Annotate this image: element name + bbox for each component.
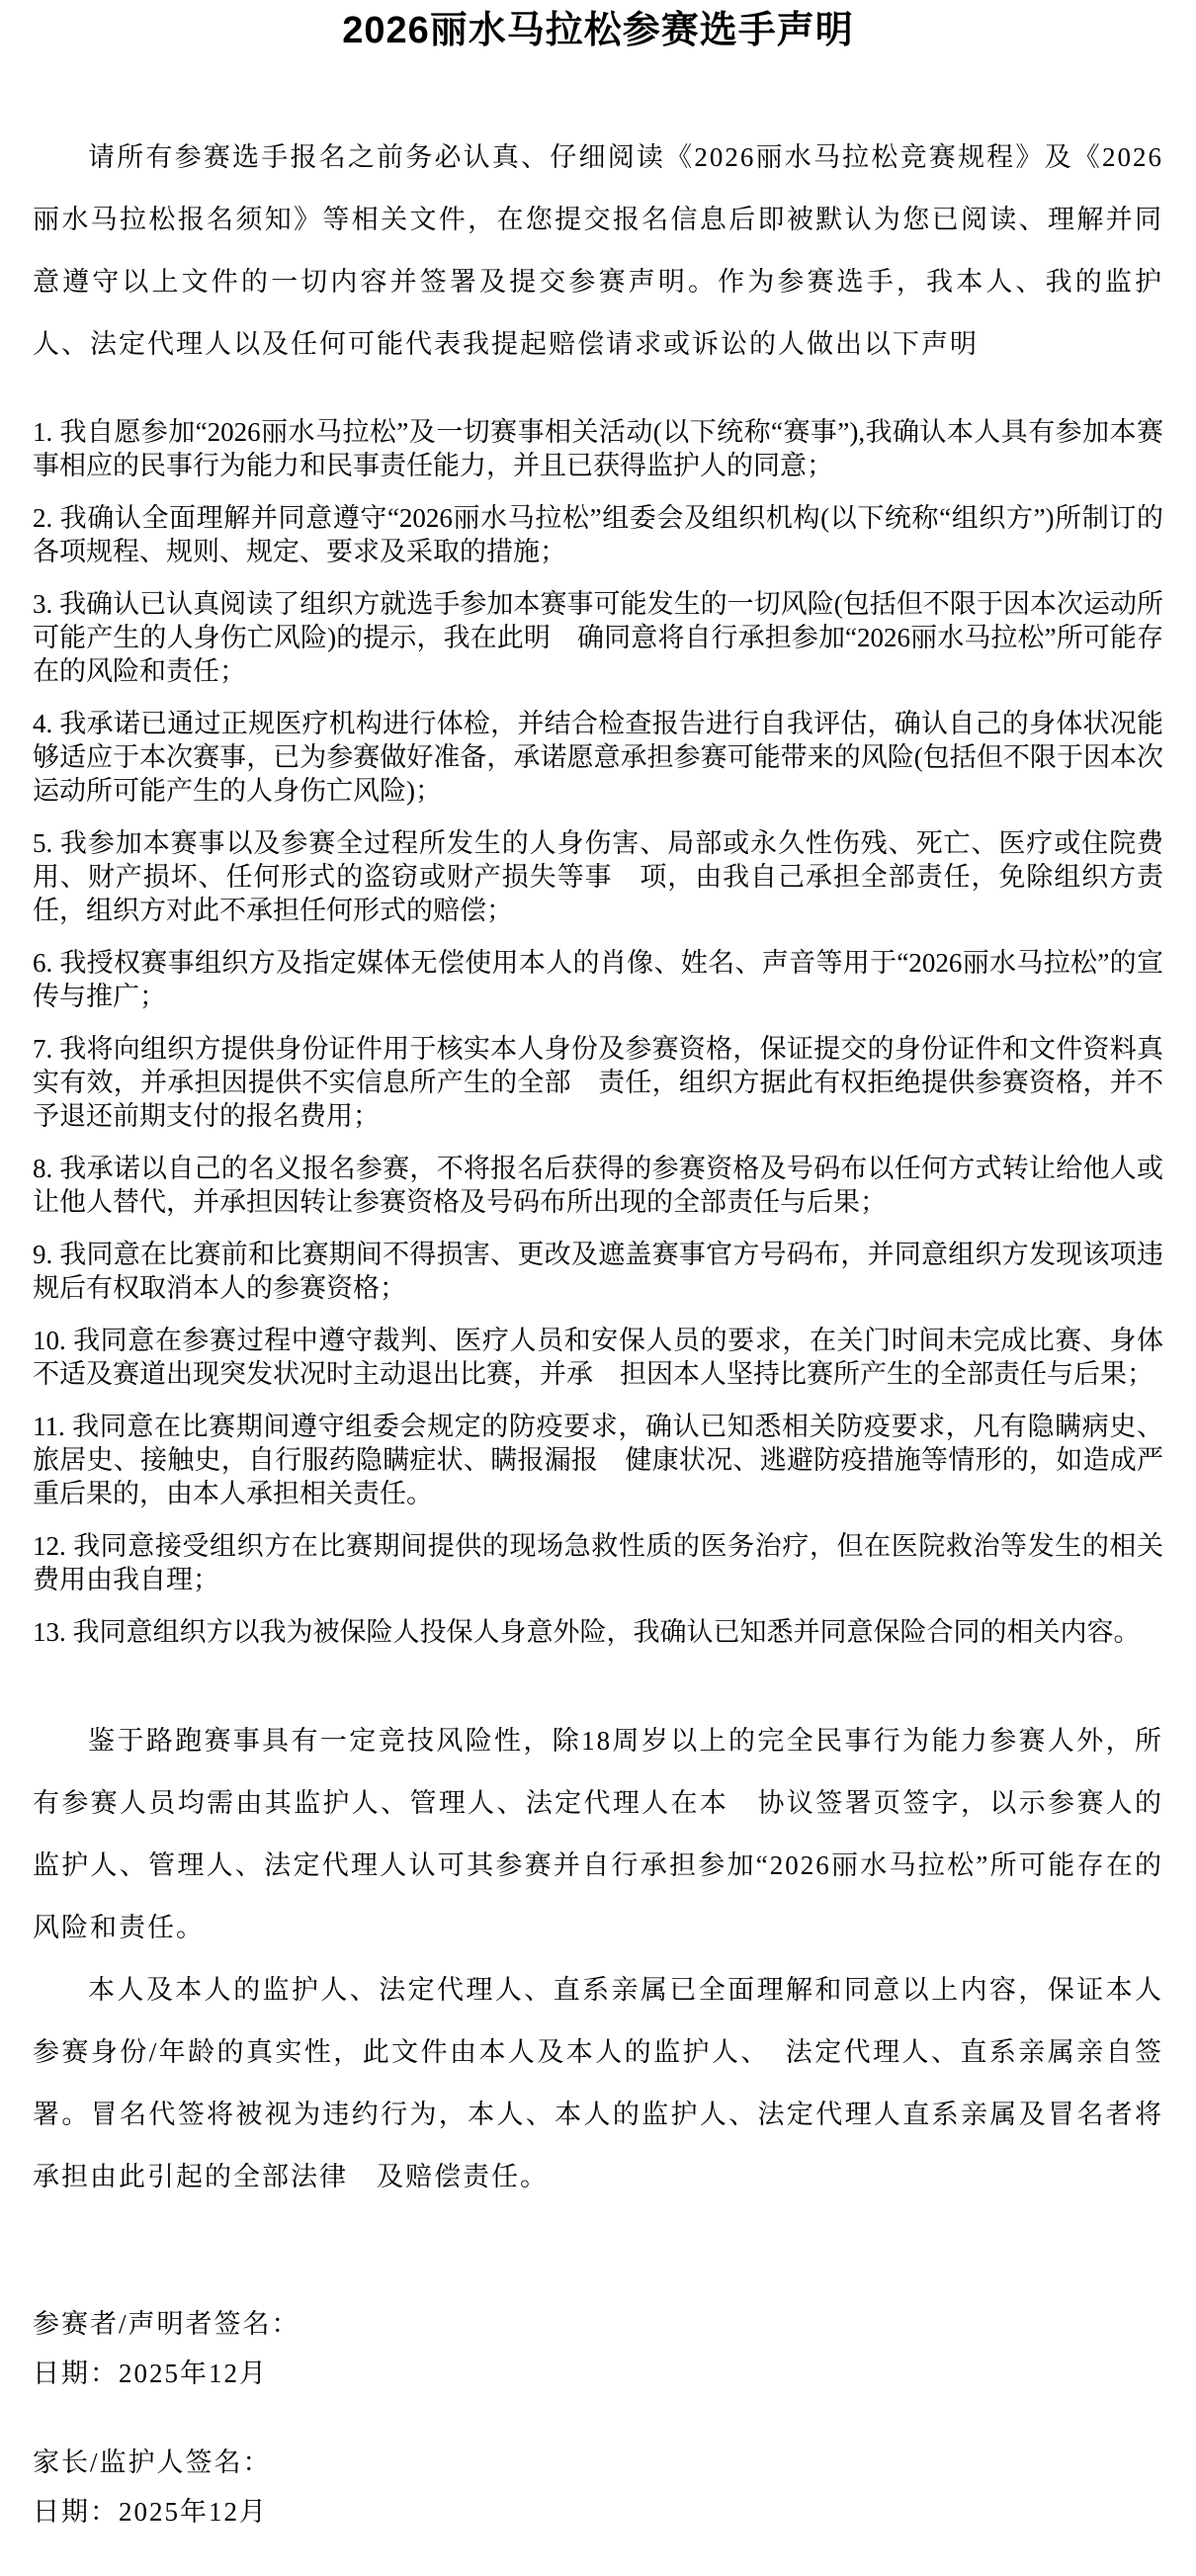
intro-paragraph: 请所有参赛选手报名之前务必认真、仔细阅读《2026丽水马拉松竞赛规程》及《2026丽水马拉松报名须知》等相关文件，在您提交报名信息后即被默认为您已阅读、理解并同意遵守以上文件的一切内容并签署及提交参赛声明。作为参赛选手，我本人、我的监护人、法定代理人以及任何可能代表我提起赔偿请求或诉讼的人做出以下声明 [33, 142, 1163, 359]
declaration-item-13: 13. 我同意组织方以我为被保险人投保人身意外险，我确认已知悉并同意保险合同的相关内容。 [33, 1617, 1141, 1647]
signature-section [33, 2299, 1163, 2536]
participant-signature-block [33, 2299, 1163, 2398]
declaration-item-7: 7. 我将向组织方提供身份证件用于核实本人身份及参赛资格，保证提交的身份证件和文件资料真实有效，并承担因提供不实信息所产生的全部 责任，组织方据此有权拒绝提供参赛资格，并不予退还前期支付的报名费用； [33, 1034, 1163, 1131]
guardian-signature-block [33, 2438, 1163, 2536]
declaration-item-4: 4. 我承诺已通过正规医疗机构进行体检，并结合检查报告进行自我评估，确认自己的身体状况能够适应于本次赛事，已为参赛做好准备，承诺愿意承担参赛可能带来的风险(包括但不限于因本次运动所可能产生的人身伤亡风险)； [33, 709, 1163, 806]
declaration-item-12: 12. 我同意接受组织方在比赛期间提供的现场急救性质的医务治疗，但在医院救治等发生的相关费用由我自理； [33, 1531, 1163, 1594]
declaration-item-10: 10. 我同意在参赛过程中遵守裁判、医疗人员和安保人员的要求，在关门时间未完成比赛、身体不适及赛道出现突发状况时主动退出比赛，并承 担因本人坚持比赛所产生的全部责任与后果； [33, 1326, 1163, 1389]
declaration-item-6: 6. 我授权赛事组织方及指定媒体无偿使用本人的肖像、姓名、声音等用于“2026丽水马拉松”的宣传与推广； [33, 948, 1163, 1011]
participant-signature-date: 日期：2025年12月 [33, 2359, 268, 2388]
declaration-item-11: 11. 我同意在比赛期间遵守组委会规定的防疫要求，确认已知悉相关防疫要求，凡有隐瞒病史、旅居史、接触史，自行服药隐瞒症状、瞒报漏报 健康状况、逃避防疫措施等情形的，如造成严重后果的，由本人承担相关责任。 [33, 1412, 1163, 1508]
closing-paragraphs [33, 1710, 1163, 2208]
participant-signature-label: 参赛者/声明者签名： [33, 2309, 300, 2339]
closing-paragraph-signing-rules: 本人及本人的监护人、法定代理人、直系亲属已全面理解和同意以上内容，保证本人参赛身份/年龄的真实性，此文件由本人及本人的监护人、 法定代理人、直系亲属亲自签署。冒名代签将被视为违约行为，本人、本人的监护人、法定代理人直系亲属及冒名者将承担由此引起的全部法律 及赔偿责任。 [33, 1975, 1163, 2191]
closing-paragraph-guardian-consent: 鉴于路跑赛事具有一定竞技风险性，除18周岁以上的完全民事行为能力参赛人外，所有参赛人员均需由其监护人、管理人、法定代理人在本 协议签署页签字，以示参赛人的监护人、管理人、法定代理人认可其参赛并自行承担参加“2026丽水马拉松”所可能存在的风险和责任。 [33, 1726, 1163, 1942]
declaration-item-5: 5. 我参加本赛事以及参赛全过程所发生的人身伤害、局部或永久性伤残、死亡、医疗或住院费用、财产损坏、任何形式的盗窃或财产损失等事 项，由我自己承担全部责任，免除组织方责任，组织方对此不承担任何形式的赔偿； [33, 828, 1163, 925]
document-title: 2026丽水马拉松参赛选手声明 [342, 10, 854, 51]
declaration-item-9: 9. 我同意在比赛前和比赛期间不得损害、更改及遮盖赛事官方号码布，并同意组织方发现该项违规后有权取消本人的参赛资格； [33, 1240, 1163, 1303]
guardian-signature-label: 家长/监护人签名： [33, 2447, 272, 2477]
declaration-items [33, 415, 1163, 1649]
guardian-signature-date: 日期：2025年12月 [33, 2497, 268, 2527]
declaration-item-8: 8. 我承诺以自己的名义报名参赛，不将报名后获得的参赛资格及号码布以任何方式转让给他人或让他人替代，并承担因转让参赛资格及号码布所出现的全部责任与后果； [33, 1154, 1163, 1217]
declaration-item-2: 2. 我确认全面理解并同意遵守“2026丽水马拉松”组委会及组织机构(以下统称“组织方”)所制订的各项规程、规则、规定、要求及采取的措施； [33, 503, 1163, 566]
declaration-item-1: 1. 我自愿参加“2026丽水马拉松”及一切赛事相关活动(以下统称“赛事”),我确认本人具有参加本赛事相应的民事行为能力和民事责任能力，并且已获得监护人的同意； [33, 417, 1163, 480]
declaration-item-3: 3. 我确认已认真阅读了组织方就选手参加本赛事可能发生的一切风险(包括但不限于因本次运动所可能产生的人身伤亡风险)的提示，我在此明 确同意将自行承担参加“2026丽水马拉松”所可能存在的风险和责任； [33, 589, 1163, 686]
